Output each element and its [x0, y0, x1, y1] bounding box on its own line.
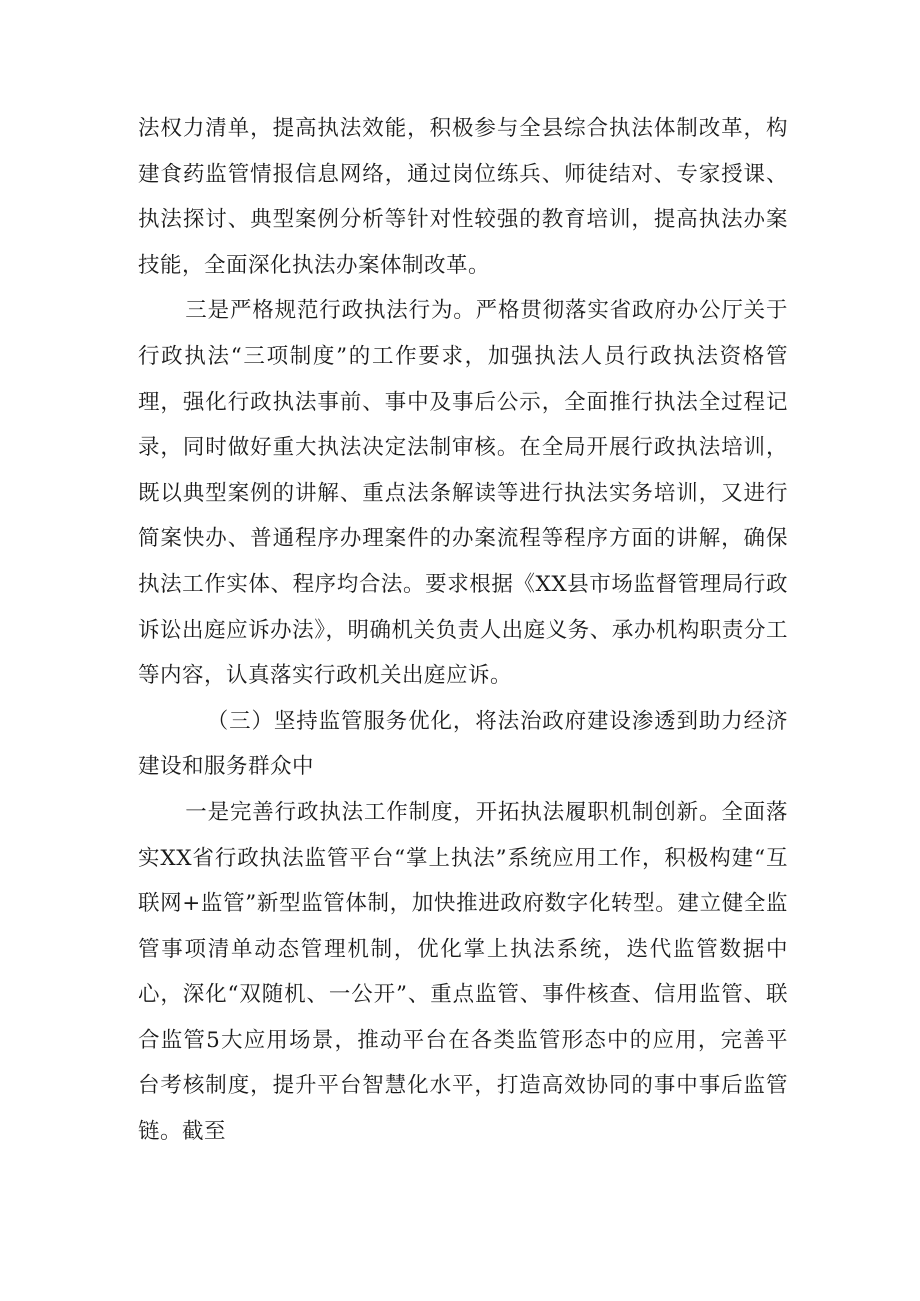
document-body — [138, 106, 788, 1155]
paragraph-law-enforcement-standards: 三是严格规范行政执法行为。严格贯彻落实省政府办公厅关于行政执法“三项制度”的工作要求，加强执法人员行政执法资格管理，强化行政执法事前、事中及事后公示，全面推行执法全过程记录，同时做好重大执法决定法制审核。在全局开展行政执法培训，既以典型案例的讲解、重点法条解读等进行执法实务培训，又进行简案快办、普通程序办理案件的办案流程等程序方面的讲解，确保执法工作实体、程序均合法。要求根据《XX县市场监督管理局行政诉讼出庭应诉办法》，明确机关负责人出庭义务、承办机构职责分工等内容，认真落实行政机关出庭应诉。 — [138, 298, 788, 689]
paragraph-continuation: 法权力清单，提高执法效能，积极参与全县综合执法体制改革，构建食药监管情报信息网络，通过岗位练兵、师徒结对、专家授课、执法探讨、典型案例分析等针对性较强的教育培训，提高执法办案技能，全面深化执法办案体制改革。 — [138, 116, 788, 278]
section-heading-three: （三）坚持监管服务优化，将法治政府建设渗透到助力经济建设和服务群众中 — [138, 708, 788, 780]
paragraph-enforcement-system: 一是完善行政执法工作制度，开拓执法履职机制创新。全面落实XX省行政执法监管平台“掌上执法”系统应用工作，积极构建“互联网+监管”新型监管体制，加快推进政府数字化转型。建立健全监管事项清单动态管理机制，优化掌上执法系统，迭代监管数据中心，深化“双随机、一公开”、重点监管、事件核查、信用监管、联合监管5大应用场景，推动平台在各类监管形态中的应用，完善平台考核制度，提升平台智慧化水平，打造高效协同的事中事后监管链。截至 — [138, 799, 788, 1145]
